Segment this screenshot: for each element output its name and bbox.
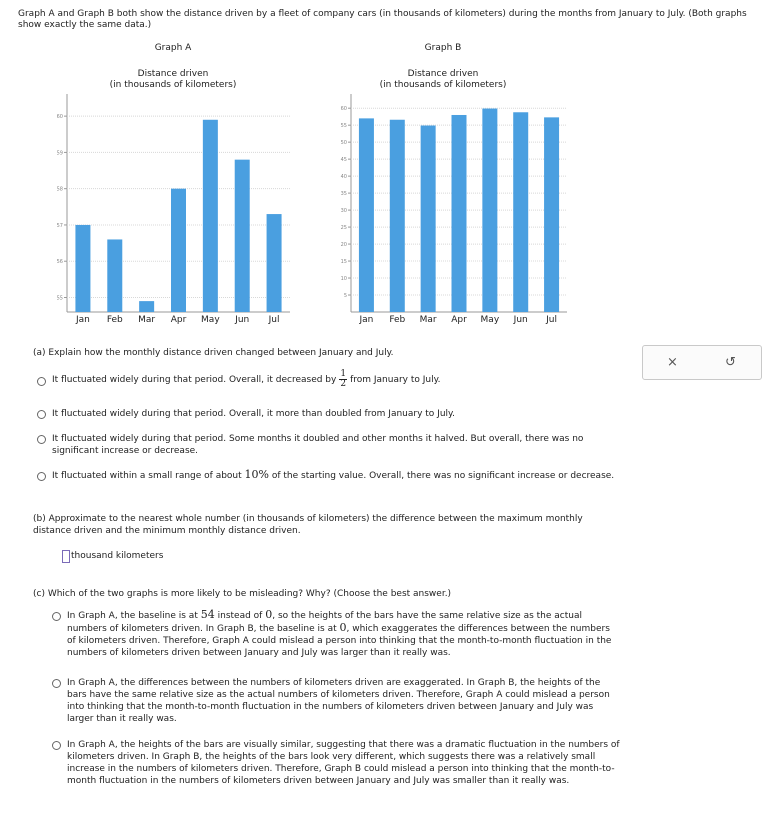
graph-a-y-tick-label: 59 [56, 150, 63, 157]
graph-b-bar-mar [421, 126, 436, 312]
graph-a-bar-jan [75, 225, 90, 312]
zero-value-1: 0 [265, 608, 273, 621]
fraction-denominator: 2 [340, 379, 347, 389]
graph-b-y-tick-label: 10 [340, 276, 347, 283]
graph-a-y-tick-label: 60 [56, 114, 63, 121]
part-c-option-1-radio[interactable] [52, 612, 61, 621]
graph-a-bar-feb [107, 239, 122, 312]
part-a-question: (a) Explain how the monthly distance driven changed between January and July. [33, 348, 394, 358]
graph-a-bar-may [203, 120, 218, 312]
one-half-fraction [339, 370, 347, 389]
graph-a-y-tick-label: 56 [56, 259, 63, 266]
part-a-option-4-percent: 10% [244, 468, 269, 481]
answer-input[interactable] [62, 550, 70, 563]
clear-icon[interactable]: × [667, 355, 678, 370]
graph-a-title: Graph A [154, 43, 192, 53]
answer-tools [642, 345, 762, 380]
graph-a-y-tick-label: 58 [56, 186, 63, 193]
graph-a-bar-apr [171, 189, 186, 312]
answer-unit: thousand kilometers [71, 551, 164, 561]
graph-b-y-tick-label: 35 [340, 191, 347, 198]
part-c-option-2[interactable]: In Graph A, the differences between the numbers of kilometers driven are exaggerated. In Graph B, the heights of the bars have the same relative size as the actual numbers of kilometers driven. Therefore, Graph A could mislead a person into thinking that the month-to-month fluctuation in the numbers of kilometers driven between January and July was larger than it really was. [67, 678, 610, 724]
graph-b-x-tick-label: Mar [419, 315, 437, 325]
graph-b-subtitle [333, 69, 553, 91]
graph-a-x-tick-label: Jul [268, 315, 280, 325]
part-b-question: (b) Approximate to the nearest whole number (in thousands of kilometers) the difference between the maximum monthly distance driven and the minimum monthly distance driven. [33, 514, 583, 536]
part-a-option-4-text-end: of the starting value. Overall, there was no significant increase or decrease. [271, 471, 615, 481]
part-a-option-1-text-end: from January to July. [350, 375, 441, 385]
graph-a-y-tick-label: 55 [56, 295, 63, 302]
part-c-option-1-text-3: , so the heights of the bars have the same relative size as the actual numbers of kilometers driven. In Graph B, the baseline is at [67, 611, 582, 634]
graph-a-bar-jul [267, 214, 282, 312]
intro-text: Graph A and Graph B both show the distance driven by a fleet of company cars (in thousands of kilometers) during the months from January to July. (Both graphs show exactly the same data.) [18, 9, 747, 30]
graph-a-x-tick-label: Jan [75, 315, 90, 325]
part-a-option-4[interactable] [52, 469, 624, 482]
graph-b-x-tick-label: May [480, 315, 500, 325]
graph-b-y-tick-label: 45 [340, 157, 347, 164]
graph-a-subtitle-line1: Distance driven [137, 69, 209, 79]
part-a-option-4-radio[interactable] [37, 472, 46, 481]
part-a-option-1-text: It fluctuated widely during that period. Overall, it decreased by [52, 375, 337, 385]
graph-a-x-tick-label: Mar [138, 315, 156, 325]
part-a-option-3-radio[interactable] [37, 435, 46, 444]
graph-a-subtitle [63, 69, 283, 91]
graph-b-chart [300, 90, 600, 330]
graph-b-bar-jun [513, 112, 528, 312]
graph-b-x-tick-label: Feb [389, 315, 406, 325]
part-c-option-2-radio[interactable] [52, 679, 61, 688]
fraction-numerator: 1 [340, 369, 347, 379]
part-a-option-1-radio[interactable] [37, 377, 46, 386]
graph-a-x-tick-label: Apr [170, 315, 187, 325]
graph-b-y-tick-label: 60 [340, 106, 347, 113]
graph-b-x-tick-label: Apr [451, 315, 467, 325]
part-c-option-3[interactable]: In Graph A, the heights of the bars are visually similar, suggesting that there was a dramatic fluctuation in the numbers of kilometers driven. In Graph B, the heights of the bars look very different, which suggests there was a relatively small increase in the numbers of kilometers driven. Therefore, Graph B could mislead a person into thinking that the month-to-month fluctuation in the numbers of kilometers driven between January and July was smaller than it really was. [67, 740, 620, 786]
graph-b-y-tick-label: 40 [340, 174, 347, 181]
graph-a-bar-jun [235, 160, 250, 312]
graph-b-y-tick-label: 5 [343, 293, 347, 300]
graph-a-chart [0, 90, 300, 330]
baseline-value-a: 54 [200, 608, 215, 621]
graph-a-y-tick-label: 57 [56, 222, 63, 229]
graph-a-x-tick-label: Jun [235, 315, 250, 325]
zero-value-2: 0 [339, 621, 347, 634]
graph-b-y-tick-label: 20 [340, 242, 347, 249]
graph-b-y-tick-label: 50 [340, 140, 347, 147]
part-c-option-1-text: In Graph A, the baseline is at [67, 611, 198, 621]
graph-a-x-tick-label: Feb [106, 315, 123, 325]
part-a-option-3[interactable]: It fluctuated widely during that period. Some months it doubled and other months it halved. But overall, there was no significant increase or decrease. [52, 434, 584, 456]
graph-b-bar-feb [390, 120, 405, 312]
graph-b-bar-jan [359, 118, 374, 312]
undo-icon[interactable]: ↺ [725, 355, 736, 370]
graph-b-y-tick-label: 25 [340, 225, 347, 232]
part-c-question: (c) Which of the two graphs is more likely to be misleading? Why? (Choose the best answer.) [33, 589, 452, 599]
part-c-option-1[interactable] [67, 609, 612, 659]
graph-a-x-tick-label: May [201, 315, 220, 325]
graph-b-y-tick-label: 30 [340, 208, 347, 215]
graph-b-bar-jul [544, 117, 559, 312]
graph-b-title: Graph B [424, 43, 462, 53]
graph-b-subtitle-line2: (in thousands of kilometers) [379, 80, 507, 90]
part-a-option-2[interactable]: It fluctuated widely during that period. Overall, it more than doubled from January to July. [52, 409, 455, 419]
part-c-option-1-text-2: instead of [217, 611, 263, 621]
graph-a-bar-mar [139, 301, 154, 312]
part-a-option-4-text: It fluctuated within a small range of about [52, 471, 242, 481]
graph-b-x-tick-label: Jul [546, 315, 558, 325]
graph-b-bar-may [482, 109, 497, 312]
graph-b-x-tick-label: Jun [513, 315, 528, 325]
graph-b-x-tick-label: Jan [359, 315, 374, 325]
part-c-option-3-radio[interactable] [52, 741, 61, 750]
graph-b-bar-apr [452, 115, 467, 312]
part-a-option-2-radio[interactable] [37, 410, 46, 419]
part-c-option-1-text-4: , which exaggerates the differences between the numbers of kilometers driven. Therefore, Graph A could mislead a person into thinking that the month-to-month fluctuation in the numbers of kilometers driven between January and July was larger than it really was. [67, 624, 612, 658]
graph-b-subtitle-line1: Distance driven [407, 69, 479, 79]
part-a-option-1[interactable] [52, 370, 624, 389]
graph-a-subtitle-line2: (in thousands of kilometers) [109, 80, 237, 90]
graph-b-y-tick-label: 15 [340, 259, 347, 266]
graph-b-y-tick-label: 55 [340, 123, 347, 130]
